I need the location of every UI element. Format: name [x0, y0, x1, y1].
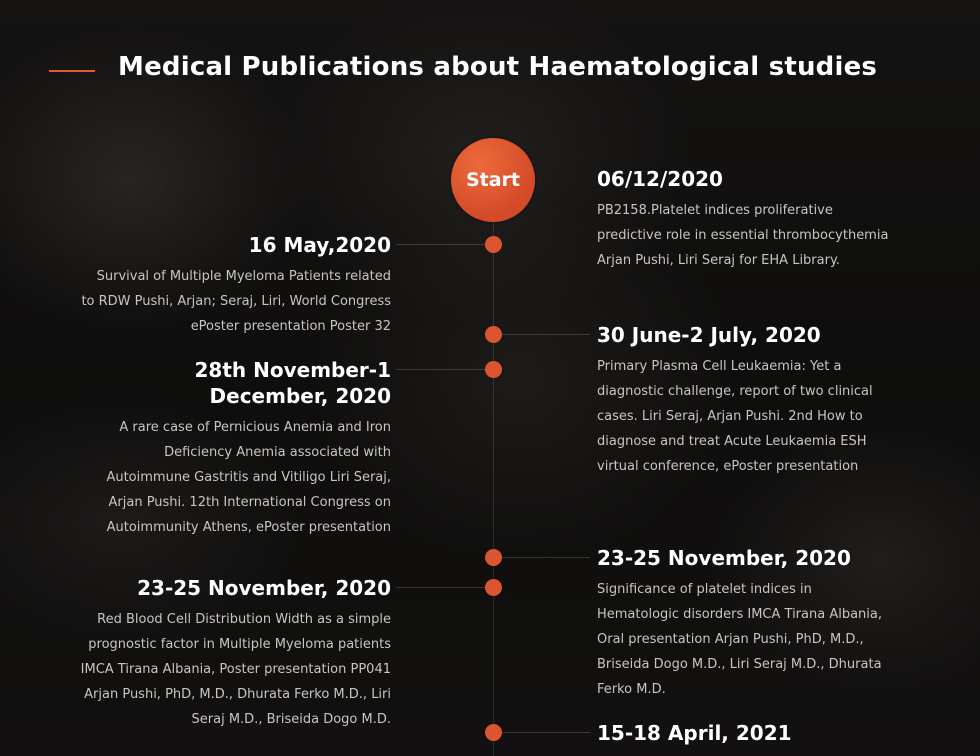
timeline-connector [502, 557, 590, 558]
entry-description: A rare case of Pernicious Anemia and Iron Deficiency Anemia associated with Autoimmune Gastritis and Vitiligo Liri Seraj, Arjan Pushi. 12th International Congress on Autoimmunity Athens, ePoster presentation [106, 420, 391, 535]
page-title: Medical Publications about Haematological studies [118, 52, 878, 82]
title-accent-line [49, 70, 95, 72]
entry-date: 30 June-2 July, 2020 [597, 323, 821, 347]
timeline-entry-right [597, 545, 897, 702]
timeline-entry-left [80, 232, 391, 339]
timeline-entry-right [597, 322, 889, 479]
timeline-dot [485, 549, 502, 566]
timeline-center-line [493, 220, 494, 756]
entry-date: 23-25 November, 2020 [137, 576, 391, 600]
timeline-connector [396, 369, 485, 370]
entry-date: 16 May,2020 [248, 233, 391, 257]
entry-description: Significance of platelet indices in Hematologic disorders IMCA Tirana Albania, Oral presentation Arjan Pushi, PhD, M.D., Briseida Dogo M.D., Liri Seraj M.D., Dhurata Ferko M.D. [597, 582, 882, 697]
timeline-dot [485, 236, 502, 253]
timeline-entry-right [597, 166, 897, 273]
timeline-connector [502, 732, 590, 733]
timeline-entry-left [80, 357, 391, 540]
entry-date: 23-25 November, 2020 [597, 546, 851, 570]
entry-description: Survival of Multiple Myeloma Patients related to RDW Pushi, Arjan; Seraj, Liri, World Congress ePoster presentation Poster 32 [81, 269, 391, 334]
entry-date: 28th November-1 December, 2020 [194, 358, 391, 408]
timeline-dot [485, 361, 502, 378]
timeline-dot [485, 579, 502, 596]
timeline-connector [396, 244, 485, 245]
entry-description: Red Blood Cell Distribution Width as a simple prognostic factor in Multiple Myeloma patients IMCA Tirana Albania, Poster presentation PP041 Arjan Pushi, PhD, M.D., Dhurata Ferko M.D., Liri Seraj M.D., Briseida Dogo M.D. [80, 612, 391, 727]
timeline-dot [485, 724, 502, 741]
entry-description: Primary Plasma Cell Leukaemia: Yet a diagnostic challenge, report of two clinical cases. Liri Seraj, Arjan Pushi. 2nd How to diagnose and treat Acute Leukaemia ESH virtual conference, ePoster presentation [597, 359, 873, 474]
timeline-entry-right [597, 720, 897, 746]
timeline-dot [485, 326, 502, 343]
timeline-entry-left [80, 575, 391, 732]
timeline-connector [396, 587, 485, 588]
entry-description: PB2158.Platelet indices proliferative predictive role in essential thrombocythemia Arjan Pushi, Liri Seraj for EHA Library. [597, 203, 889, 268]
timeline-start-circle: Start [451, 138, 535, 222]
entry-date: 06/12/2020 [597, 167, 723, 191]
timeline-connector [502, 334, 590, 335]
entry-date: 15-18 April, 2021 [597, 721, 792, 745]
